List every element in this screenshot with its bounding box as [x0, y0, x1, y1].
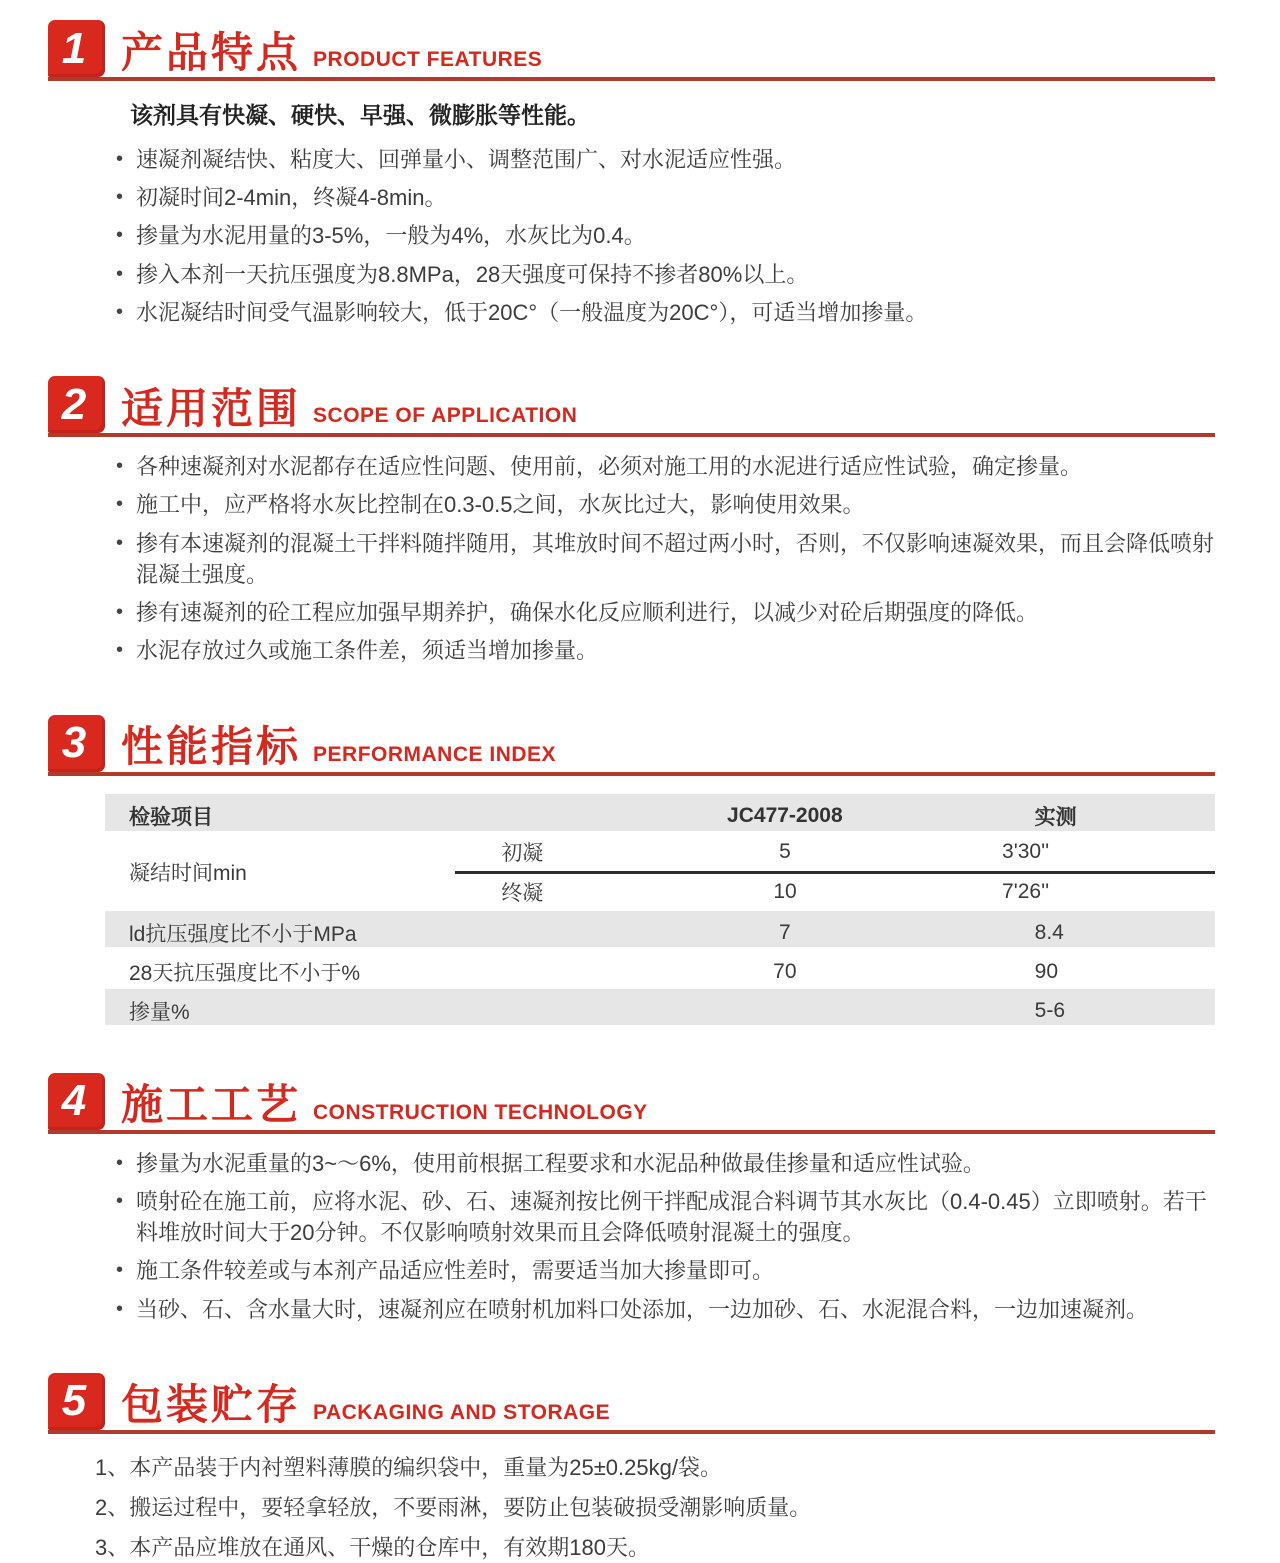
performance-table [105, 794, 1215, 1025]
section-title-en: CONSTRUCTION TECHNOLOGY [313, 1100, 648, 1124]
final-setting-standard: 10 [773, 880, 797, 904]
header-inspection-item: 检验项目 [129, 805, 213, 829]
section-title-cn: 施工工艺 [121, 1081, 302, 1129]
section-title-cn: 适用范围 [121, 384, 302, 432]
section-number: 2 [61, 379, 87, 429]
table-row-1d-strength [105, 911, 1215, 947]
section-title-en: PACKAGING AND STORAGE [313, 1400, 611, 1424]
section-title-cn: 性能指标 [121, 723, 302, 771]
table-subrow-initial-setting [455, 834, 1215, 871]
section-scope-of-application [48, 376, 1215, 666]
bullet-item: • 各种速凝剂对水泥都存在适应性问题、使用前，必须对施工用的水泥进行适应性试验，确定掺量。 [116, 451, 1215, 482]
table-row-28d-strength [105, 950, 1215, 986]
initial-setting-label: 初凝 [501, 842, 544, 866]
section-number-badge [48, 20, 105, 77]
bullet-item: • 掺有速凝剂的砼工程应加强早期养护，确保水化反应顺利进行，以减少对砼后期强度的降低。 [116, 597, 1215, 628]
bullet-item: • 初凝时间2-4min，终凝4-8min。 [116, 182, 1215, 213]
section-number-badge [48, 1373, 105, 1430]
header-measured: 实测 [1034, 805, 1077, 829]
construction-bullet-list [116, 1148, 1215, 1325]
section-number-badge [48, 715, 105, 772]
section-number-badge [48, 376, 105, 433]
row-label: 掺量% [129, 1000, 190, 1024]
section-number: 1 [61, 23, 87, 73]
initial-setting-measured: 3'30'' [1002, 840, 1050, 864]
section-header [48, 376, 1215, 437]
section-title-cn: 包装贮存 [121, 1381, 302, 1429]
section-performance-index [48, 715, 1215, 1025]
row-label: 28天抗压强度比不小于% [129, 961, 361, 985]
bullet-item: • 速凝剂凝结快、粘度大、回弹量小、调整范围广、对水泥适应性强。 [116, 144, 1215, 175]
row-standard: 7 [779, 920, 791, 944]
scope-bullet-list [116, 451, 1215, 666]
row-label: ld抗压强度比不小于MPa [129, 922, 357, 946]
row-measured: 5-6 [1034, 998, 1066, 1022]
bullet-item: • 掺量为水泥重量的3~～6%，使用前根据工程要求和水泥品种做最佳掺量和适应性试验。 [116, 1148, 1215, 1179]
initial-setting-standard: 5 [779, 840, 791, 864]
section-title-en: SCOPE OF APPLICATION [313, 404, 578, 428]
features-intro: 该剂具有快凝、硬快、早强、微膨胀等性能。 [130, 102, 590, 128]
numbered-item: 1、本产品装于内衬塑料薄膜的编织袋中，重量为25±0.25kg/袋。 [95, 1454, 722, 1480]
row-standard: 70 [773, 959, 797, 983]
section-number: 5 [61, 1376, 87, 1426]
bullet-item: • 掺入本剂一天抗压强度为8.8MPa，28天强度可保持不掺者80%以上。 [116, 259, 1215, 290]
final-setting-label: 终凝 [501, 882, 544, 906]
section-construction-technology [48, 1073, 1215, 1325]
numbered-item: 2、搬运过程中，要轻拿轻放，不要雨淋，要防止包装破损受潮影响质量。 [95, 1494, 812, 1520]
section-header [48, 1073, 1215, 1134]
setting-time-label: 凝结时间min [129, 862, 247, 886]
bullet-item: • 当砂、石、含水量大时，速凝剂应在喷射机加料口处添加，一边加砂、石、水泥混合料，一边加速凝剂。 [116, 1294, 1215, 1325]
section-title-en: PERFORMANCE INDEX [313, 742, 557, 766]
section-number: 4 [61, 1076, 87, 1126]
section-number-badge [48, 1073, 105, 1130]
bullet-item: • 掺量为水泥用量的3-5%，一般为4%，水灰比为0.4。 [116, 220, 1215, 251]
row-measured: 90 [1034, 959, 1059, 983]
bullet-item: • 水泥存放过久或施工条件差，须适当增加掺量。 [116, 635, 1215, 666]
section-number: 3 [61, 718, 87, 768]
section-title-cn: 产品特点 [121, 28, 302, 76]
packaging-item-list [95, 1452, 1215, 1563]
final-setting-measured: 7'26'' [1002, 880, 1050, 904]
header-standard: JC477-2008 [727, 803, 843, 827]
bullet-item: • 施工中，应严格将水灰比控制在0.3-0.5之间，水灰比过大，影响使用效果。 [116, 489, 1215, 520]
section-header [48, 715, 1215, 776]
section-header [48, 20, 1215, 81]
bullet-item: • 施工条件较差或与本剂产品适应性差时，需要适当加大掺量即可。 [116, 1255, 1215, 1286]
bullet-item: • 水泥凝结时间受气温影响较大，低于20C°（一般温度为20C°），可适当增加掺量。 [116, 297, 1215, 328]
section-title-en: PRODUCT FEATURES [313, 48, 543, 71]
row-measured: 8.4 [1034, 920, 1064, 944]
section-packaging-storage [48, 1373, 1215, 1563]
table-row-dosage [105, 989, 1215, 1025]
section-header [48, 1373, 1215, 1434]
table-header-row [105, 794, 1215, 831]
features-bullet-list [116, 144, 1215, 328]
table-row-setting-time [105, 834, 1215, 911]
numbered-item: 3、本产品应堆放在通风、干燥的仓库中，有效期180天。 [95, 1535, 650, 1561]
bullet-item: • 掺有本速凝剂的混凝土干拌料随拌随用，其堆放时间不超过两小时，否则，不仅影响速凝效果，而且会降低喷射混凝土强度。 [116, 528, 1215, 590]
table-subrow-final-setting [455, 874, 1215, 911]
bullet-item: • 喷射砼在施工前，应将水泥、砂、石、速凝剂按比例干拌配成混合料调节其水灰比（0.4-0.45）立即喷射。若干料堆放时间大于20分钟。不仅影响喷射效果而且会降低喷射混凝土的强度。 [116, 1186, 1215, 1248]
section-product-features [48, 20, 1215, 328]
